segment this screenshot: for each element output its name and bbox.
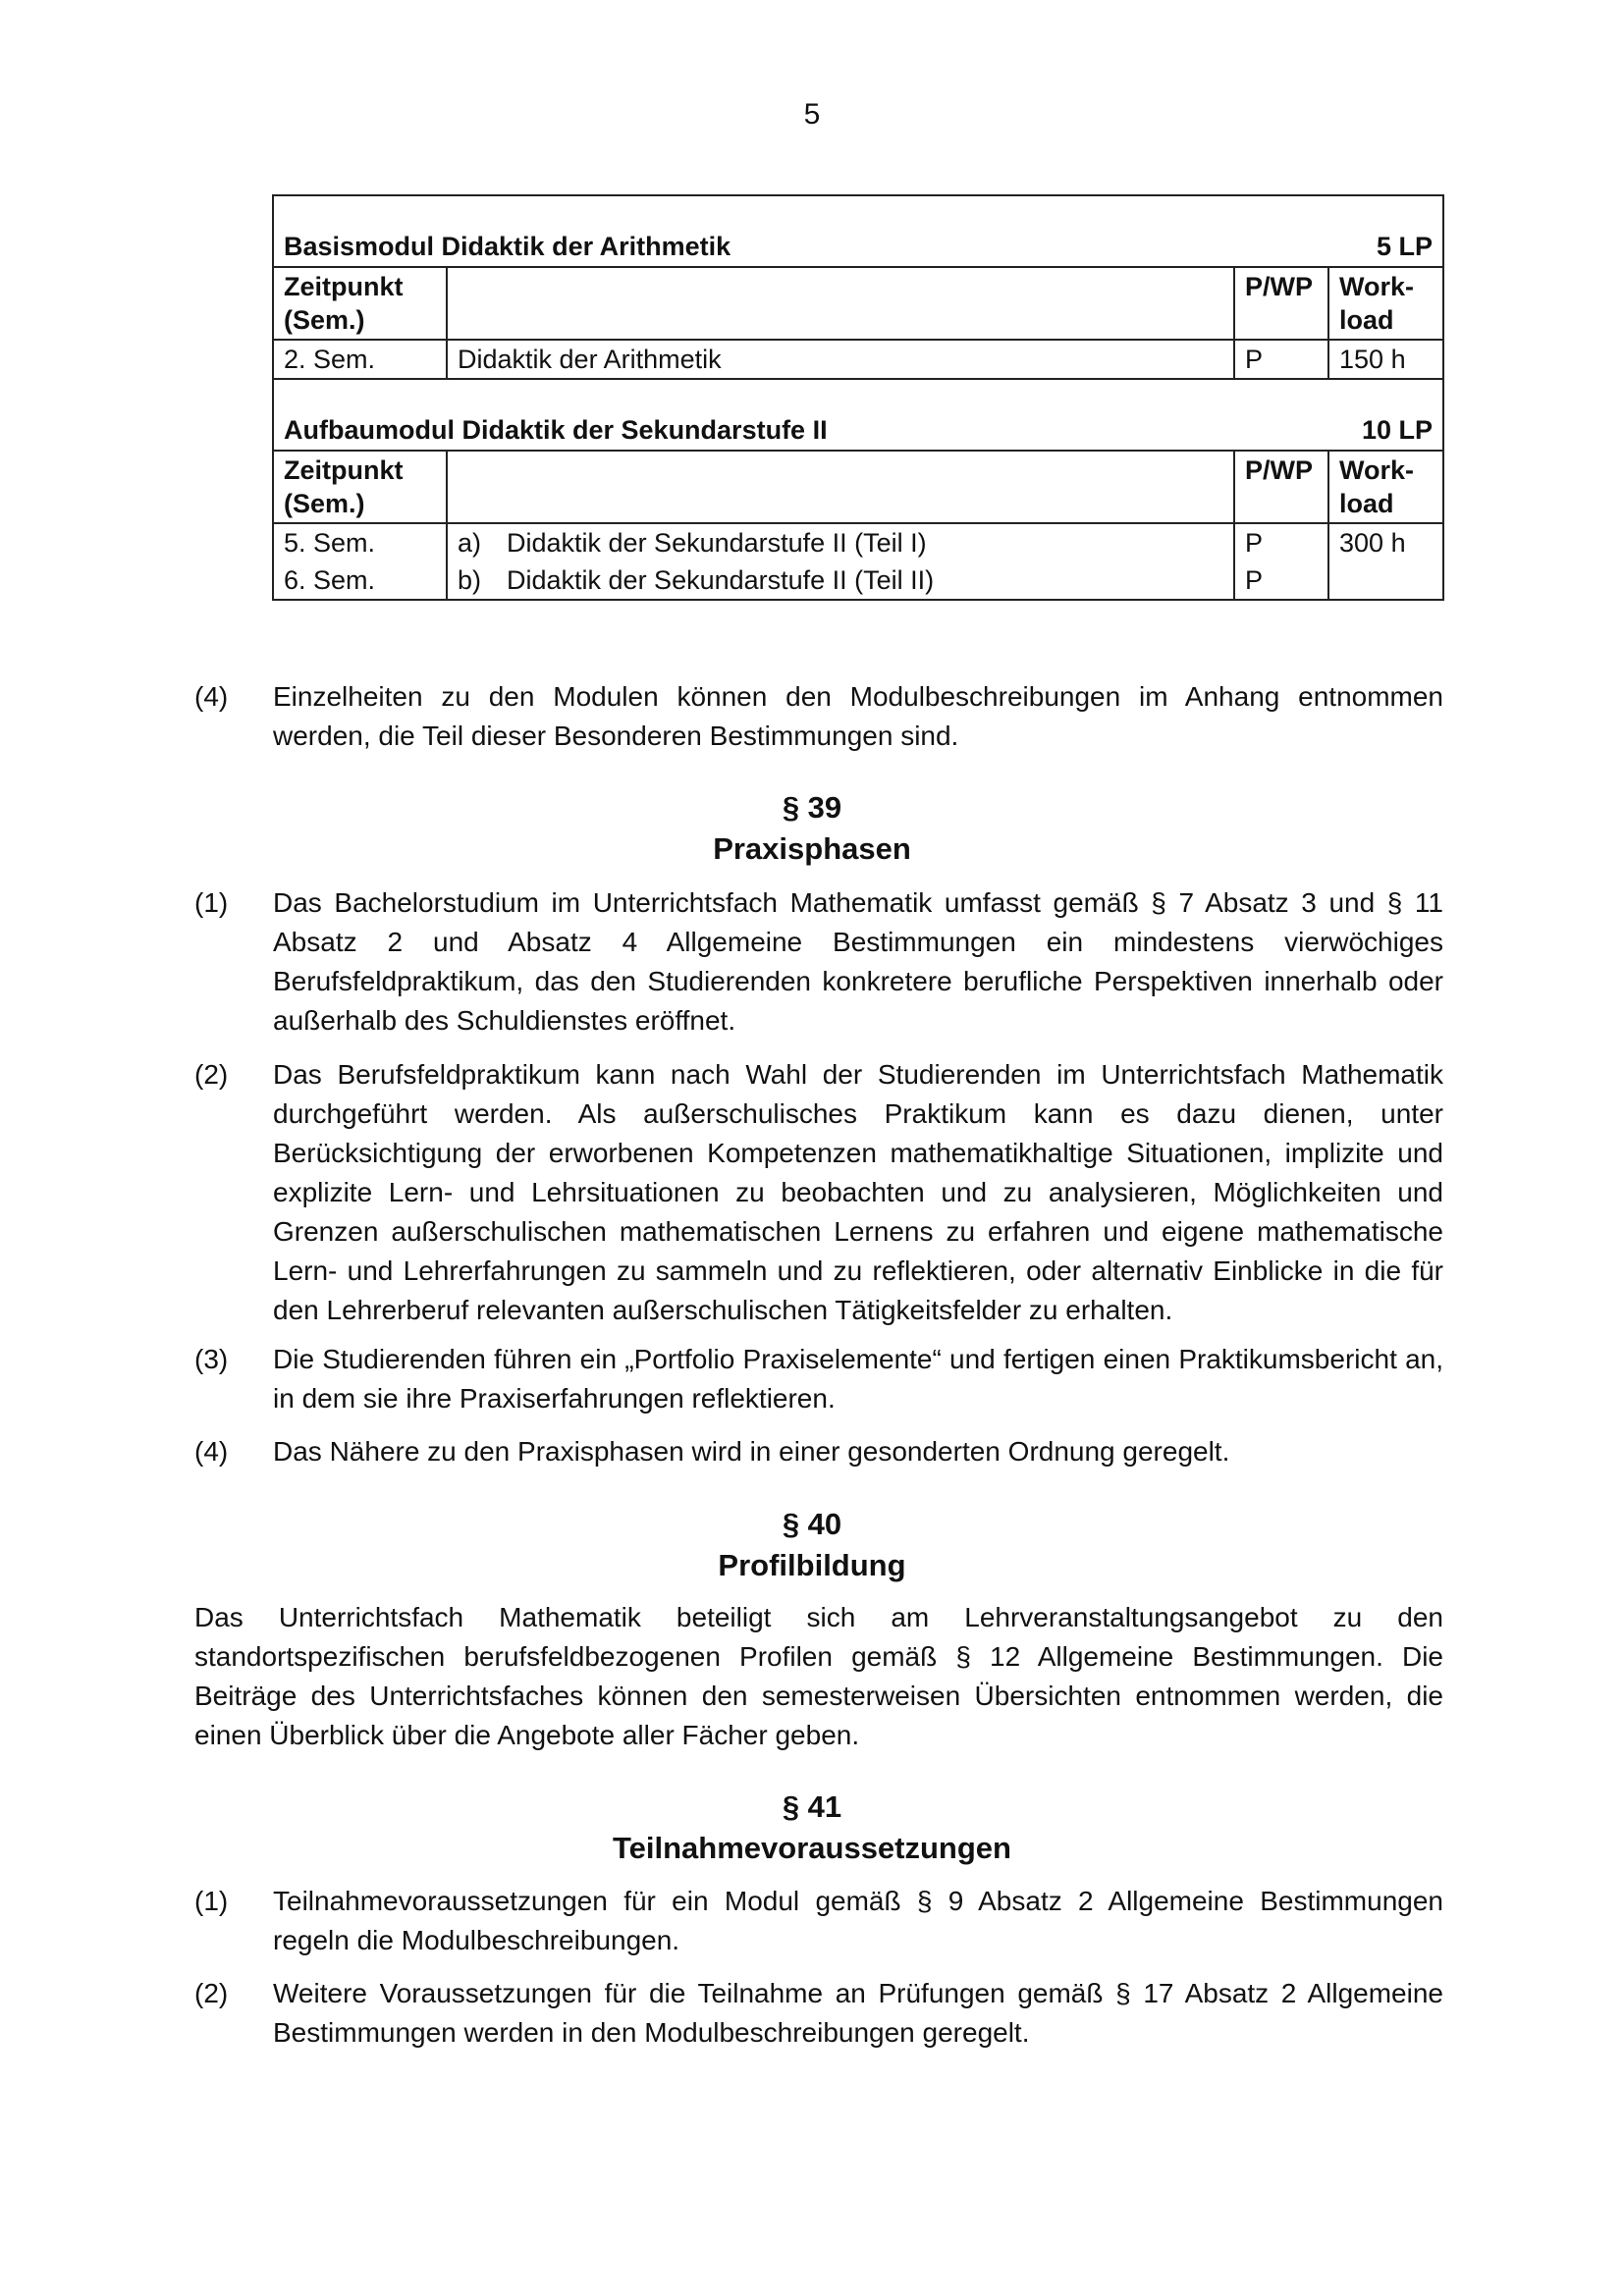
header-pwp: P/WP (1234, 267, 1328, 340)
section-number: § 41 (782, 1789, 842, 1824)
section-number: § 39 (782, 790, 842, 825)
paragraph-number: (1) (194, 887, 229, 918)
cell-semester: 2. Sem. (273, 340, 447, 379)
sub-label: b) (458, 565, 482, 595)
paragraph-text: Das Nähere zu den Praxisphasen wird in einer gesonderten Ordnung geregelt. (273, 1436, 1230, 1467)
module-header-row (273, 267, 1443, 340)
paragraph-text: Die Studierenden führen ein „Portfolio Praxiselemente“ und fertigen einen Praktikumsbericht an, in dem sie ihre Praxiserfahrungen reflektieren. (273, 1344, 1443, 1414)
section-title: Profilbildung (718, 1548, 906, 1582)
paragraph (194, 677, 1443, 756)
module-title: Aufbaumodul Didaktik der Sekundarstufe II (273, 379, 1328, 451)
cell-workload: 300 h (1328, 523, 1443, 561)
section-title: Teilnahmevoraussetzungen (613, 1831, 1011, 1865)
paragraph-text: Das Berufsfeldpraktikum kann nach Wahl der Studierenden im Unterrichtsfach Mathematik durchgeführt werden. Als außerschulisches Praktikum kann es dazu dienen, unter Berücksichtigung der erworbenen Kompetenzen mathematikhaltige Situationen, implizite und explizite Lern- und Lehrsituationen zu beobachten und zu analysieren, Möglichkeiten und Grenzen außerschulischen mathematischen Lernens zu erfahren und eigene mathematische Lern- und Lehrerfahrungen zu sammeln und zu reflektieren, oder alternativ Einblicke in die für den Lehrerberuf relevanten außerschulischen Tätigkeitsfelder zu erhalten. (273, 1059, 1443, 1325)
section-heading (0, 1787, 1624, 1869)
paragraph-number: (2) (194, 1059, 229, 1090)
paragraph (194, 1432, 1443, 1471)
paragraph-number: (4) (194, 681, 229, 712)
paragraph (194, 1340, 1443, 1418)
section-number: § 40 (782, 1507, 842, 1541)
section-title: Praxisphasen (713, 831, 911, 866)
paragraph-number: (4) (194, 1436, 229, 1467)
cell-pwp: P (1234, 523, 1328, 561)
table-row (273, 340, 1443, 379)
cell-workload (1328, 561, 1443, 600)
header-workload: Work- load (1328, 267, 1443, 340)
cell-course: a) Didaktik der Sekundarstufe II (Teil I) (447, 523, 1234, 561)
header-blank (447, 267, 1234, 340)
paragraph (194, 883, 1443, 1041)
cell-workload: 150 h (1328, 340, 1443, 379)
table-row (273, 523, 1443, 561)
paragraph (194, 1974, 1443, 2053)
cell-course: b) Didaktik der Sekundarstufe II (Teil II) (447, 561, 1234, 600)
paragraph-number: (1) (194, 1886, 229, 1916)
module-table (272, 194, 1444, 601)
paragraph-text: Teilnahmevoraussetzungen für ein Modul gemäß § 9 Absatz 2 Allgemeine Bestimmungen regeln die Modulbeschreibungen. (273, 1886, 1443, 1955)
header-workload: Work- load (1328, 451, 1443, 523)
header-blank (447, 451, 1234, 523)
cell-semester: 5. Sem. (273, 523, 447, 561)
header-zeitpunkt: Zeitpunkt (Sem.) (273, 267, 447, 340)
paragraph (194, 1882, 1443, 1960)
section-text: Das Unterrichtsfach Mathematik beteiligt sich am Lehrveranstaltungsangebot zu den standortspezifischen berufsfeldbezogenen Profilen gemäß § 12 Allgemeine Bestimmungen. Die Beiträge des Unterrichtsfaches können den semesterweisen Übersichten entnommen werden, die einen Überblick über die Angebote aller Fächer geben. (194, 1602, 1443, 1750)
module-header-row (273, 451, 1443, 523)
table-row (273, 561, 1443, 600)
cell-course: Didaktik der Arithmetik (447, 340, 1234, 379)
header-pwp: P/WP (1234, 451, 1328, 523)
header-zeitpunkt: Zeitpunkt (Sem.) (273, 451, 447, 523)
page-number: 5 (803, 98, 821, 131)
module-lp: 5 LP (1328, 195, 1443, 267)
paragraph-text: Das Bachelorstudium im Unterrichtsfach Mathematik umfasst gemäß § 7 Absatz 3 und § 11 Absatz 2 und Absatz 4 Allgemeine Bestimmungen ein mindestens vierwöchiges Berufsfeldpraktikum, das den Studierenden konkretere berufliche Perspektiven innerhalb oder außerhalb des Schuldienstes eröffnet. (273, 887, 1443, 1036)
paragraph-number: (2) (194, 1978, 229, 2008)
paragraph-text: Weitere Voraussetzungen für die Teilnahme an Prüfungen gemäß § 17 Absatz 2 Allgemeine Bestimmungen werden in den Modulbeschreibungen geregelt. (273, 1978, 1443, 2048)
module-title-row (273, 379, 1443, 451)
paragraph-text: Einzelheiten zu den Modulen können den Modulbeschreibungen im Anhang entnommen werden, die Teil dieser Besonderen Bestimmungen sind. (273, 681, 1443, 751)
paragraph-number: (3) (194, 1344, 229, 1374)
module-title-row (273, 195, 1443, 267)
sub-label: a) (458, 528, 482, 558)
cell-pwp: P (1234, 561, 1328, 600)
module-title: Basismodul Didaktik der Arithmetik (273, 195, 1328, 267)
module-lp: 10 LP (1328, 379, 1443, 451)
paragraph (194, 1055, 1443, 1330)
cell-pwp: P (1234, 340, 1328, 379)
cell-semester: 6. Sem. (273, 561, 447, 600)
section-heading (0, 1504, 1624, 1586)
section-heading (0, 787, 1624, 870)
